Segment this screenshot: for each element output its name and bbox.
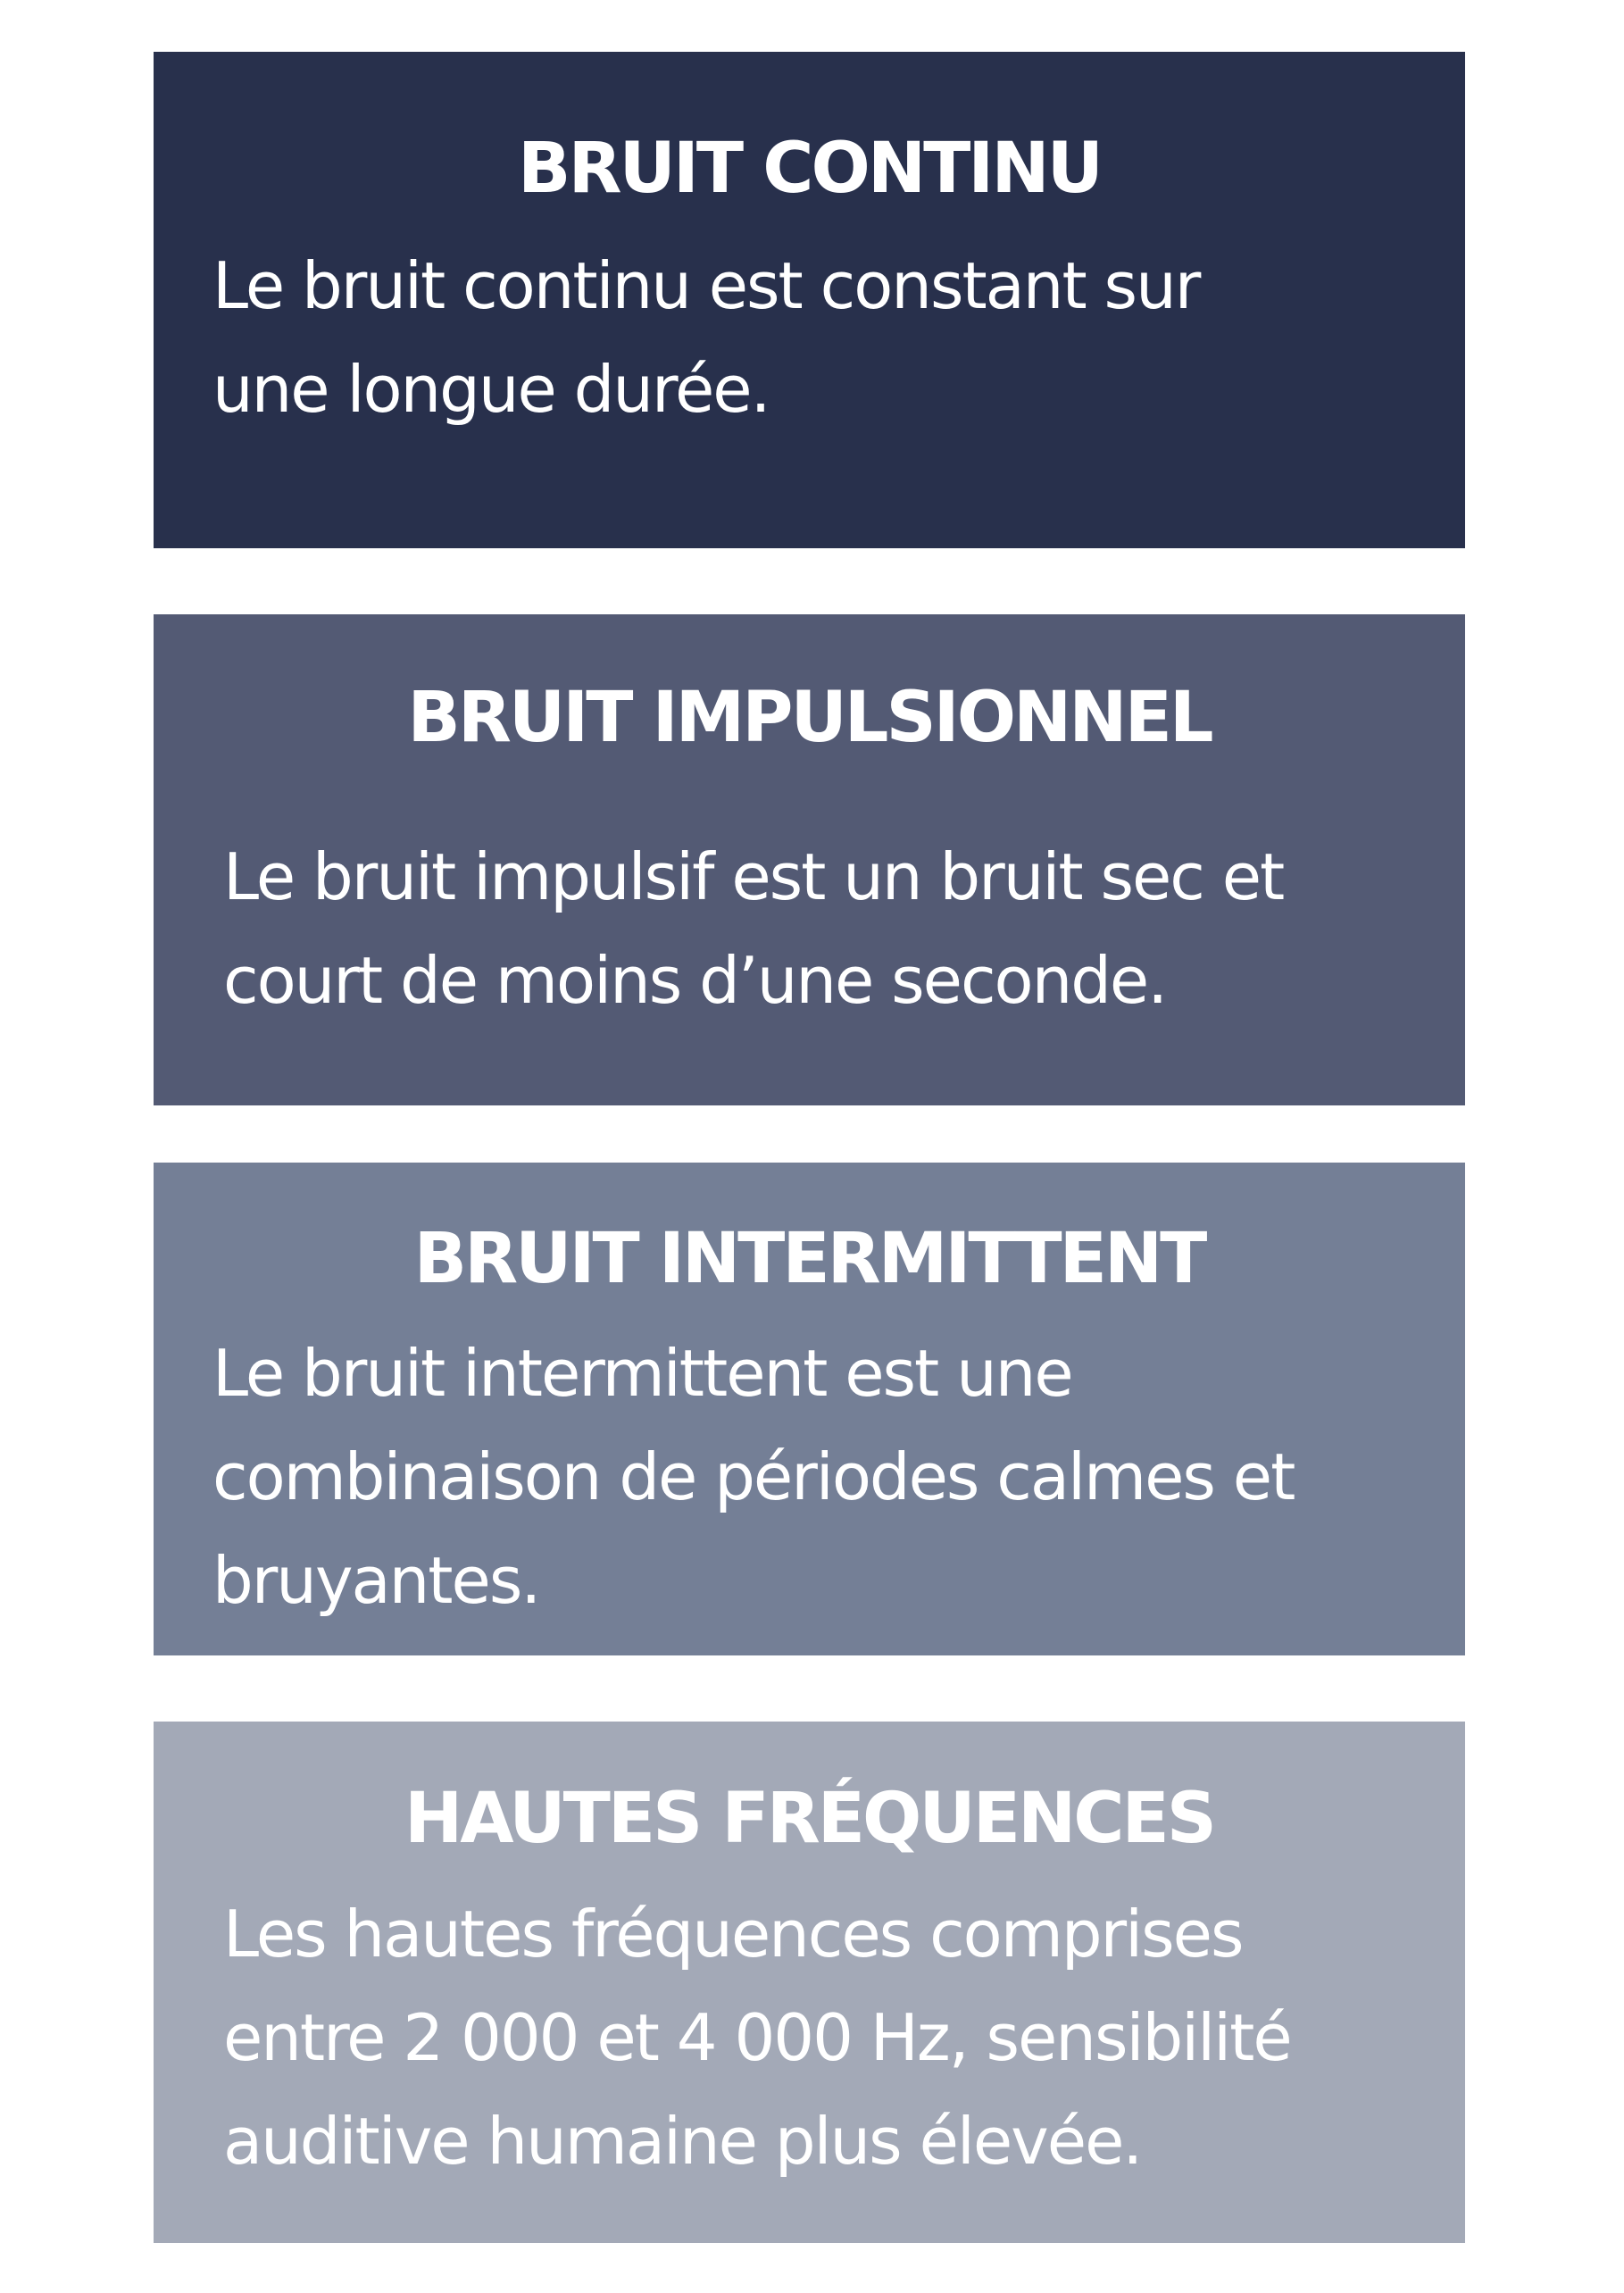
card-description — [212, 234, 1199, 441]
card-title: BRUIT INTERMITTENT — [413, 1219, 1205, 1299]
card-title: HAUTES FRÉQUENCES — [404, 1779, 1214, 1859]
card-description — [223, 1882, 1291, 2193]
description-line: entre 2 000 et 4 000 Hz, sensibilité — [223, 2000, 1291, 2075]
description-line: bruyantes. — [212, 1543, 540, 1618]
description-line: combinaison de périodes calmes et — [212, 1439, 1295, 1514]
description-line: Les hautes fréquences comprises — [223, 1897, 1243, 1972]
description-line: auditive humaine plus élevée. — [223, 2104, 1142, 2179]
card-title: BRUIT CONTINU — [518, 129, 1101, 209]
description-line: Le bruit continu est constant sur — [212, 248, 1200, 323]
card-title: BRUIT IMPULSIONNEL — [407, 678, 1212, 758]
card-description — [223, 825, 1283, 1032]
description-line: une longue durée. — [212, 352, 770, 427]
card-description — [212, 1322, 1294, 1632]
description-line: court de moins d’une seconde. — [223, 943, 1167, 1018]
description-line: Le bruit intermittent est une — [212, 1336, 1072, 1411]
description-line: Le bruit impulsif est un bruit sec et — [223, 839, 1284, 914]
